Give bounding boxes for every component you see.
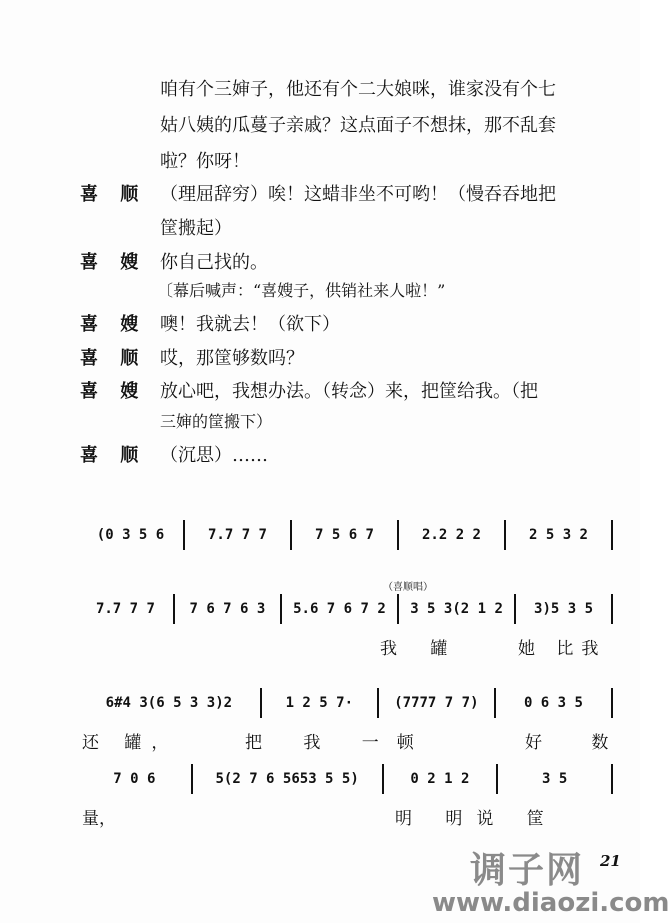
measure: 3 5 3(2 1 2 (399, 594, 516, 624)
music-row (78, 764, 613, 794)
speaker-name: 喜 顺 (80, 348, 139, 369)
lyric: 把 我 一顿 (245, 733, 432, 753)
measure: 1 2 5 7· (262, 688, 379, 718)
page-number: 21 (600, 852, 621, 870)
dialogue-text: 姑八姨的瓜蔓子亲戚？这点面子不想抹，那不乱套 (160, 115, 556, 136)
dialogue-text: 筐搬起） (160, 218, 232, 239)
music-row (78, 594, 613, 624)
measure: 0 2 1 2 (384, 764, 499, 794)
dialogue-text: 三婶的筐搬下） (160, 412, 273, 431)
stage-direction: 〔幕后喊声：“喜嫂子，供销社来人啦！” (157, 281, 446, 300)
lyric: 她 比我 (518, 639, 607, 659)
measure: 3 5 (498, 764, 613, 794)
speaker-name: 喜 顺 (80, 184, 139, 205)
measure: 7.7 7 7 (185, 520, 292, 550)
music-row (78, 520, 613, 550)
measure: 6#4 3(6 5 3 3)2 (78, 688, 262, 718)
measure: (0 3 5 6 (78, 520, 185, 550)
measure: 7.7 7 7 (78, 594, 175, 624)
measure: (7777 7 7) (379, 688, 496, 718)
speaker-name: 喜 嫂 (80, 252, 139, 273)
measure: 3)5 3 5 (516, 594, 613, 624)
lyric: 明 明说 筐 (395, 809, 558, 829)
measure: 7 6 7 6 3 (175, 594, 282, 624)
speaker-name: 喜 嫂 (80, 381, 139, 402)
lyric: 量， (82, 809, 116, 829)
measure: 2.2 2 2 (399, 520, 506, 550)
speaker-name: 喜 嫂 (80, 314, 139, 335)
measure: 5.6 7 6 7 2 (282, 594, 399, 624)
dialogue-text: （沉思）…… (160, 445, 268, 466)
dialogue-text: 咱有个三婶子，他还有个二大娘咪，谁家没有个七 (160, 79, 556, 100)
measure: 0 6 3 5 (496, 688, 613, 718)
watermark-logo: 调子网 (470, 850, 585, 891)
dialogue-text: 你自己找的。 (160, 252, 268, 273)
measure: 7 5 6 7 (292, 520, 399, 550)
dialogue-text: 哎，那筐够数吗？ (160, 348, 304, 369)
singer-cue: （喜顺唱） (383, 582, 433, 593)
dialogue-text: 噢！我就去！（欲下） (160, 314, 340, 335)
measure: 5(2 7 6 5653 5 5) (193, 764, 384, 794)
lyric: 好 数 (525, 733, 631, 753)
lyric: 我 罐 (380, 639, 462, 659)
dialogue-text: （理屈辞穷）唉！这蜡非坐不可哟！（慢吞吞地把 (160, 184, 556, 205)
dialogue-text: 放心吧，我想办法。（转念）来，把筐给我。（把 (160, 381, 538, 402)
speaker-name: 喜 顺 (80, 445, 139, 466)
watermark-url: www.diaozi.com (432, 888, 670, 918)
measure: 2 5 3 2 (506, 520, 613, 550)
music-row (78, 688, 613, 718)
lyric: 还 罐， (82, 733, 179, 753)
measure: 7 0 6 (78, 764, 193, 794)
dialogue-text: 啦？你呀！ (160, 151, 250, 172)
